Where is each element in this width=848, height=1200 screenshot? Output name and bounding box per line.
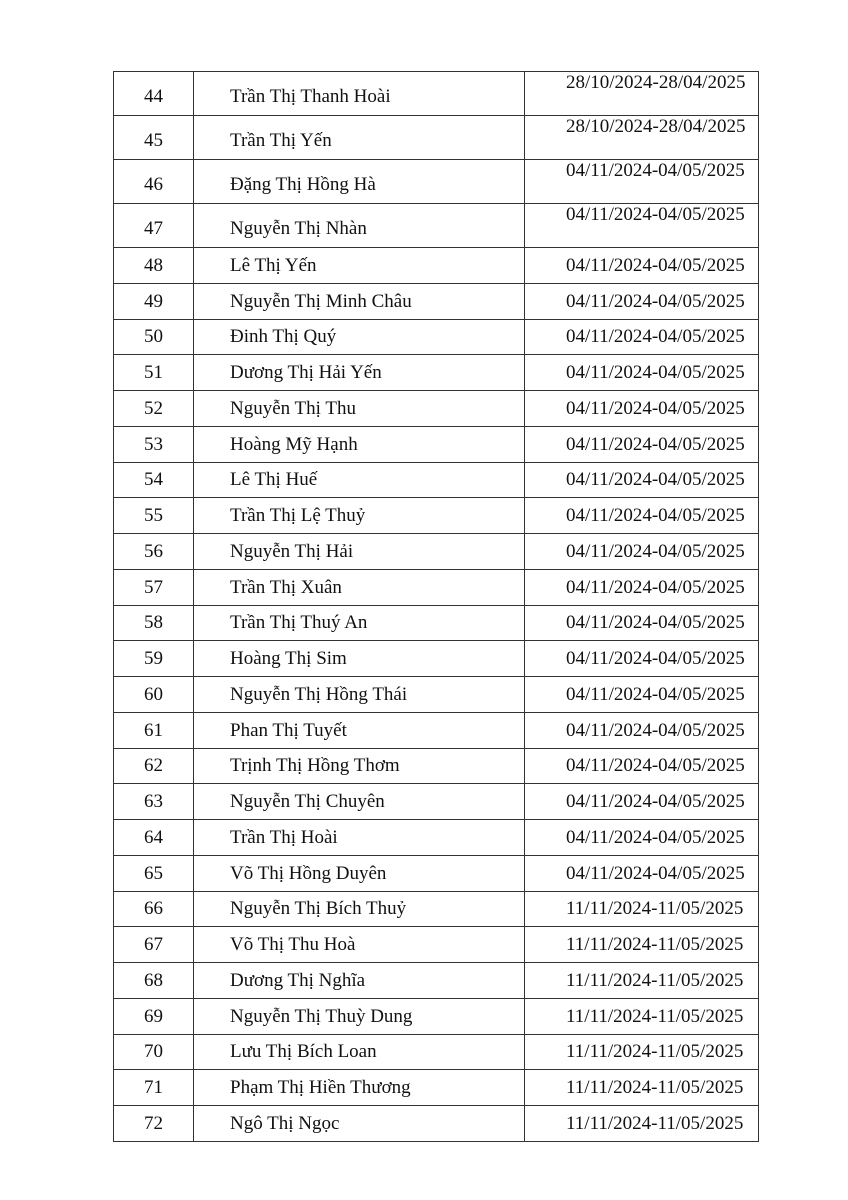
full-name-cell: Phạm Thị Hiền Thương — [194, 1070, 525, 1106]
period-cell: 11/11/2024-11/05/2025 — [525, 891, 759, 927]
row-number-cell: 52 — [114, 391, 194, 427]
full-name-cell: Hoàng Thị Sim — [194, 641, 525, 677]
full-name-cell: Nguyễn Thị Chuyên — [194, 784, 525, 820]
row-number-cell: 46 — [114, 160, 194, 204]
full-name-cell: Võ Thị Hồng Duyên — [194, 855, 525, 891]
row-number-cell: 60 — [114, 677, 194, 713]
row-number-cell: 58 — [114, 605, 194, 641]
table-row — [114, 319, 759, 355]
period-cell: 04/11/2024-04/05/2025 — [525, 355, 759, 391]
table-row — [114, 641, 759, 677]
full-name-cell: Nguyễn Thị Nhàn — [194, 204, 525, 248]
row-number-cell: 67 — [114, 927, 194, 963]
table-row — [114, 784, 759, 820]
table-row — [114, 1070, 759, 1106]
table-row — [114, 820, 759, 856]
period-cell: 04/11/2024-04/05/2025 — [525, 569, 759, 605]
period-cell: 04/11/2024-04/05/2025 — [525, 248, 759, 284]
period-cell: 04/11/2024-04/05/2025 — [525, 748, 759, 784]
row-number-cell: 47 — [114, 204, 194, 248]
row-number-cell: 59 — [114, 641, 194, 677]
full-name-cell: Trần Thị Thanh Hoài — [194, 72, 525, 116]
period-cell: 04/11/2024-04/05/2025 — [525, 498, 759, 534]
row-number-cell: 65 — [114, 855, 194, 891]
full-name-cell: Trần Thị Yến — [194, 116, 525, 160]
row-number-cell: 54 — [114, 462, 194, 498]
period-cell: 04/11/2024-04/05/2025 — [525, 784, 759, 820]
period-cell: 04/11/2024-04/05/2025 — [525, 160, 759, 204]
table-row — [114, 160, 759, 204]
roster-body — [114, 72, 759, 1142]
roster-table — [113, 71, 759, 1142]
table-row — [114, 204, 759, 248]
full-name-cell: Trần Thị Lệ Thuỷ — [194, 498, 525, 534]
period-cell: 28/10/2024-28/04/2025 — [525, 116, 759, 160]
full-name-cell: Nguyễn Thị Hải — [194, 534, 525, 570]
period-cell: 04/11/2024-04/05/2025 — [525, 462, 759, 498]
row-number-cell: 51 — [114, 355, 194, 391]
period-cell: 04/11/2024-04/05/2025 — [525, 426, 759, 462]
full-name-cell: Phan Thị Tuyết — [194, 712, 525, 748]
row-number-cell: 55 — [114, 498, 194, 534]
table-row — [114, 1034, 759, 1070]
table-row — [114, 569, 759, 605]
row-number-cell: 66 — [114, 891, 194, 927]
row-number-cell: 45 — [114, 116, 194, 160]
row-number-cell: 72 — [114, 1106, 194, 1142]
full-name-cell: Nguyễn Thị Bích Thuỷ — [194, 891, 525, 927]
row-number-cell: 53 — [114, 426, 194, 462]
full-name-cell: Võ Thị Thu Hoà — [194, 927, 525, 963]
table-row — [114, 712, 759, 748]
table-row — [114, 748, 759, 784]
row-number-cell: 56 — [114, 534, 194, 570]
row-number-cell: 61 — [114, 712, 194, 748]
row-number-cell: 57 — [114, 569, 194, 605]
table-row — [114, 534, 759, 570]
full-name-cell: Nguyễn Thị Minh Châu — [194, 283, 525, 319]
period-cell: 04/11/2024-04/05/2025 — [525, 204, 759, 248]
period-cell: 11/11/2024-11/05/2025 — [525, 1106, 759, 1142]
table-row — [114, 391, 759, 427]
table-row — [114, 605, 759, 641]
period-cell: 11/11/2024-11/05/2025 — [525, 998, 759, 1034]
full-name-cell: Trần Thị Xuân — [194, 569, 525, 605]
full-name-cell: Trần Thị Thuý An — [194, 605, 525, 641]
table-row — [114, 855, 759, 891]
full-name-cell: Nguyễn Thị Hồng Thái — [194, 677, 525, 713]
full-name-cell: Hoàng Mỹ Hạnh — [194, 426, 525, 462]
period-cell: 04/11/2024-04/05/2025 — [525, 641, 759, 677]
row-number-cell: 63 — [114, 784, 194, 820]
full-name-cell: Nguyễn Thị Thuỳ Dung — [194, 998, 525, 1034]
row-number-cell: 44 — [114, 72, 194, 116]
table-row — [114, 927, 759, 963]
row-number-cell: 49 — [114, 283, 194, 319]
period-cell: 04/11/2024-04/05/2025 — [525, 319, 759, 355]
table-row — [114, 998, 759, 1034]
table-row — [114, 116, 759, 160]
full-name-cell: Lưu Thị Bích Loan — [194, 1034, 525, 1070]
table-row — [114, 462, 759, 498]
period-cell: 04/11/2024-04/05/2025 — [525, 391, 759, 427]
row-number-cell: 48 — [114, 248, 194, 284]
period-cell: 04/11/2024-04/05/2025 — [525, 534, 759, 570]
period-cell: 28/10/2024-28/04/2025 — [525, 72, 759, 116]
full-name-cell: Lê Thị Yến — [194, 248, 525, 284]
period-cell: 04/11/2024-04/05/2025 — [525, 820, 759, 856]
period-cell: 04/11/2024-04/05/2025 — [525, 712, 759, 748]
full-name-cell: Lê Thị Huế — [194, 462, 525, 498]
row-number-cell: 70 — [114, 1034, 194, 1070]
table-row — [114, 677, 759, 713]
table-row — [114, 498, 759, 534]
period-cell: 11/11/2024-11/05/2025 — [525, 1034, 759, 1070]
table-row — [114, 355, 759, 391]
table-row — [114, 426, 759, 462]
period-cell: 11/11/2024-11/05/2025 — [525, 963, 759, 999]
table-row — [114, 963, 759, 999]
table-row — [114, 248, 759, 284]
full-name-cell: Dương Thị Hải Yến — [194, 355, 525, 391]
row-number-cell: 68 — [114, 963, 194, 999]
table-row — [114, 1106, 759, 1142]
period-cell: 11/11/2024-11/05/2025 — [525, 927, 759, 963]
period-cell: 11/11/2024-11/05/2025 — [525, 1070, 759, 1106]
table-row — [114, 891, 759, 927]
table-row — [114, 283, 759, 319]
row-number-cell: 62 — [114, 748, 194, 784]
full-name-cell: Đinh Thị Quý — [194, 319, 525, 355]
full-name-cell: Nguyễn Thị Thu — [194, 391, 525, 427]
row-number-cell: 71 — [114, 1070, 194, 1106]
period-cell: 04/11/2024-04/05/2025 — [525, 283, 759, 319]
full-name-cell: Đặng Thị Hồng Hà — [194, 160, 525, 204]
table-row — [114, 72, 759, 116]
full-name-cell: Trịnh Thị Hồng Thơm — [194, 748, 525, 784]
row-number-cell: 64 — [114, 820, 194, 856]
period-cell: 04/11/2024-04/05/2025 — [525, 677, 759, 713]
period-cell: 04/11/2024-04/05/2025 — [525, 855, 759, 891]
full-name-cell: Trần Thị Hoài — [194, 820, 525, 856]
full-name-cell: Dương Thị Nghĩa — [194, 963, 525, 999]
row-number-cell: 50 — [114, 319, 194, 355]
full-name-cell: Ngô Thị Ngọc — [194, 1106, 525, 1142]
row-number-cell: 69 — [114, 998, 194, 1034]
period-cell: 04/11/2024-04/05/2025 — [525, 605, 759, 641]
